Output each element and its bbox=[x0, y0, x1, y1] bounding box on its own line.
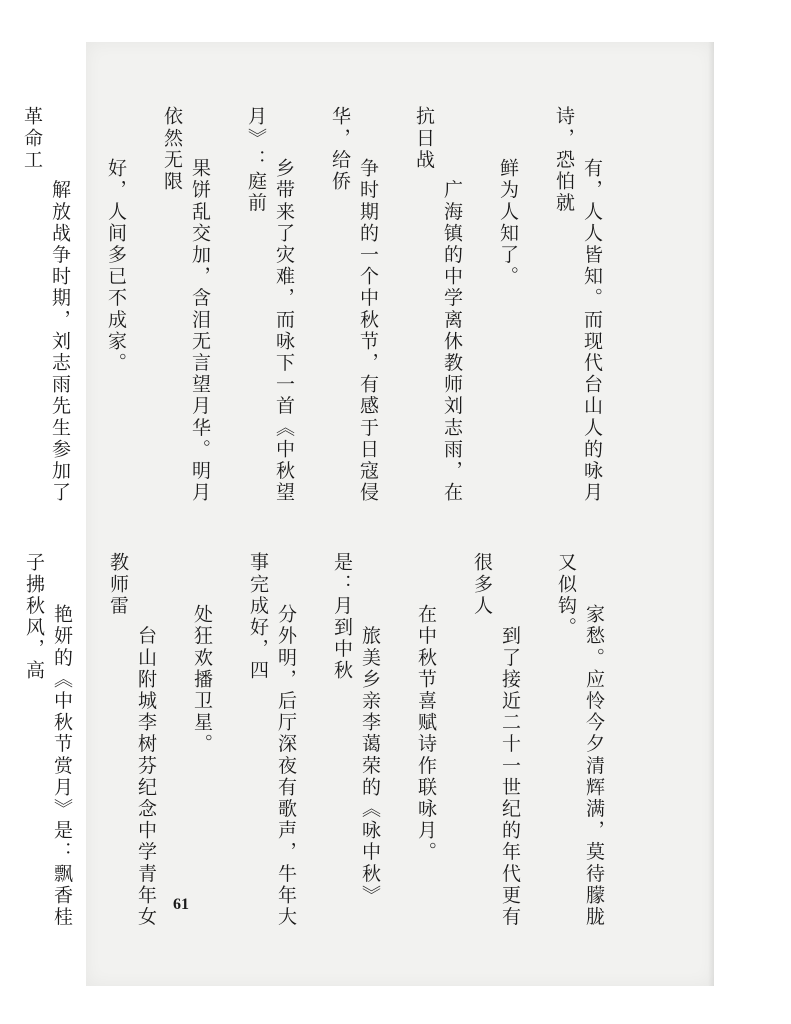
column-line: 争时期的一个中秋节，有感于日寇侵华，给侨 bbox=[329, 106, 379, 504]
column-line: 分外明，后厅深夜有歌声，牛年大事完成好，四 bbox=[247, 552, 297, 928]
column-line: 处狂欢播卫星。 bbox=[191, 603, 213, 756]
book-page bbox=[21, 42, 714, 986]
column-line: 果饼乱交加，含泪无言望月华。明月依然无限 bbox=[161, 106, 211, 504]
column-line: 好，人间多已不成家。 bbox=[105, 157, 127, 374]
text-block-bottom bbox=[23, 552, 636, 932]
column-line: 家愁。应怜今夕清辉满，莫待朦胧又似钩。 bbox=[555, 552, 605, 928]
column-line: 艳妍的《中秋节赏月》是：飘香桂子拂秋风，高 bbox=[23, 552, 73, 928]
text-block-top bbox=[21, 106, 634, 516]
column-line: 在中秋节喜赋诗作联咏月。 bbox=[415, 603, 437, 864]
column-line: 解放战争时期，刘志雨先生参加了革命工 bbox=[21, 106, 71, 504]
column-line: 有，人人皆知。而现代台山人的咏月诗，恐怕就 bbox=[553, 106, 603, 504]
page-number: 61 bbox=[173, 896, 189, 913]
column-line: 广海镇的中学离休教师刘志雨，在抗日战 bbox=[413, 106, 463, 504]
column-line: 到了接近二十一世纪的年代更有很多人 bbox=[471, 552, 521, 928]
column-line: 旅美乡亲李蔼荣的《咏中秋》是：月到中秋 bbox=[331, 552, 381, 907]
page-edge-shadow bbox=[708, 42, 714, 986]
column-line: 乡带来了灾难，而咏下一首《中秋望月》：庭前 bbox=[245, 106, 295, 504]
column-line: 鲜为人知了。 bbox=[497, 157, 519, 288]
column-line: 台山附城李树芬纪念中学青年女教师雷 bbox=[107, 552, 157, 928]
